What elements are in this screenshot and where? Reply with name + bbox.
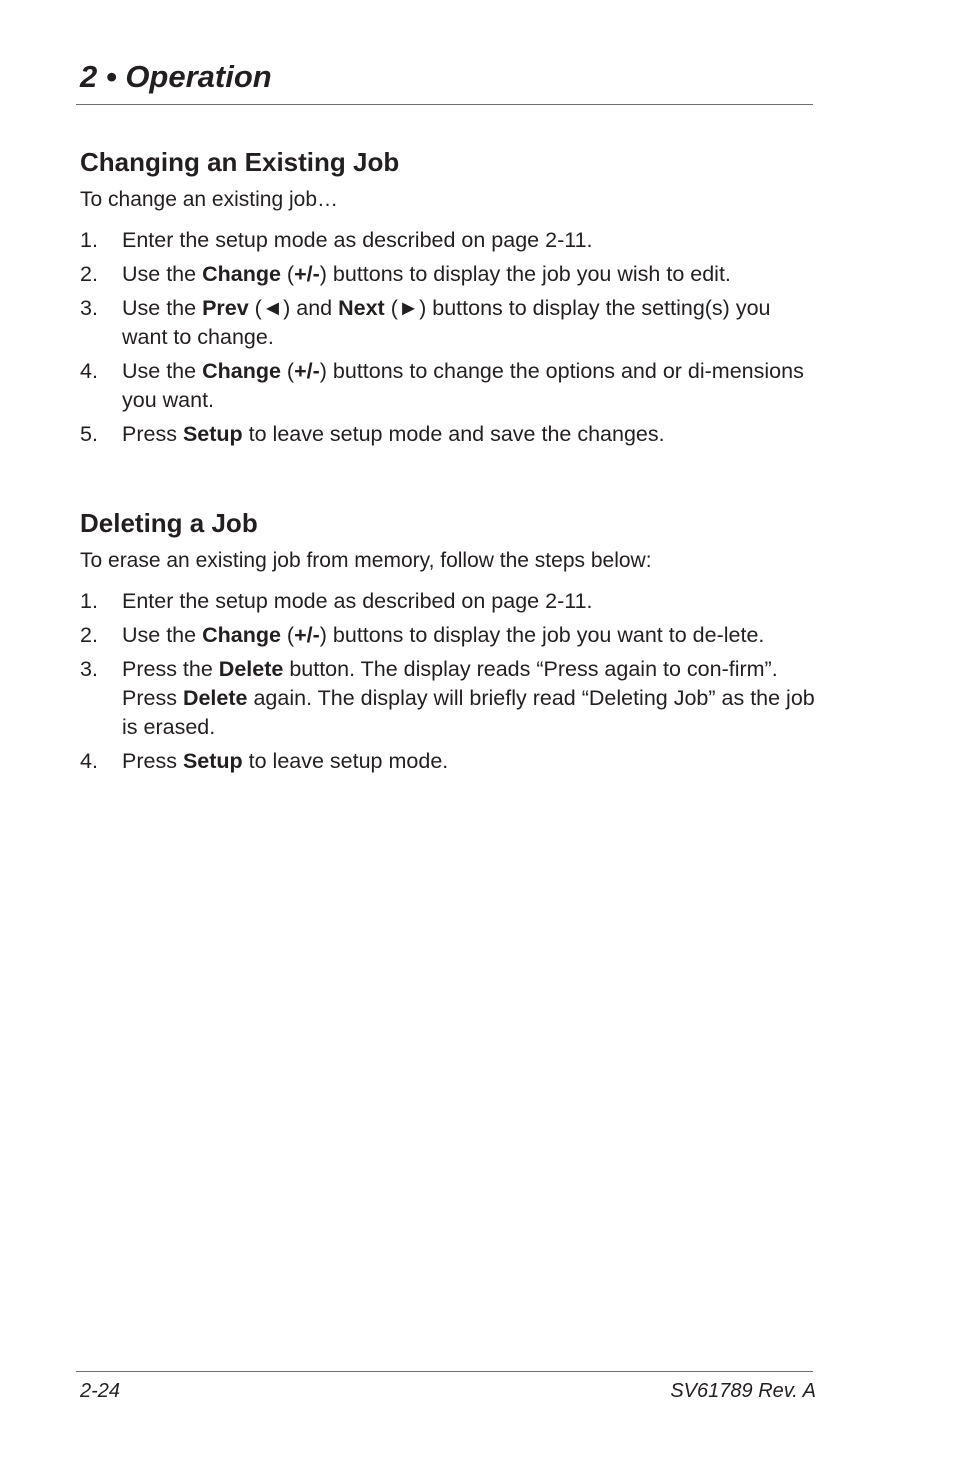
step-text-run: Use the <box>122 262 203 286</box>
step-number: 4. <box>80 749 98 773</box>
step-text-run: Use the <box>122 623 203 647</box>
step-text <box>122 226 815 255</box>
step-keyword: Next <box>338 296 385 320</box>
step-keyword: Prev <box>202 296 249 320</box>
step-number: 5. <box>80 422 98 446</box>
steps-list <box>80 587 815 776</box>
step-text-run: ) buttons to display the job you want to de-lete. <box>319 623 765 647</box>
step-item <box>80 655 815 742</box>
step-text-run: Enter the setup mode as described on page 2-11. <box>122 589 593 613</box>
step-text-run: Press the <box>122 657 219 681</box>
step-text-run: ( <box>280 359 295 383</box>
step-item <box>80 357 815 415</box>
step-text <box>122 587 815 616</box>
step-keyword: Setup <box>182 422 243 446</box>
step-keyword: Delete <box>182 686 248 710</box>
step-number: 3. <box>80 296 98 320</box>
step-keyword: Delete <box>218 657 284 681</box>
step-text-run: button. The display reads “Press again to con-firm”. Press <box>122 657 778 710</box>
step-number: 2. <box>80 262 98 286</box>
step-keyword: Change <box>202 359 281 383</box>
step-text-run: Use the <box>122 296 203 320</box>
header-rule <box>76 104 813 105</box>
step-number: 1. <box>80 589 98 613</box>
step-text <box>122 621 815 650</box>
step-keyword: Setup <box>182 749 243 773</box>
step-text <box>122 747 815 776</box>
chapter-title: 2 • Operation <box>80 59 272 94</box>
step-item <box>80 420 815 449</box>
step-text <box>122 655 815 742</box>
document-id: SV61789 Rev. A <box>670 1380 816 1402</box>
step-number: 3. <box>80 657 98 681</box>
step-keyword: Change <box>202 623 281 647</box>
step-text-run: Use the <box>122 359 203 383</box>
step-number: 4. <box>80 359 98 383</box>
step-item <box>80 621 815 650</box>
step-text-run: Press <box>122 422 183 446</box>
step-item <box>80 226 815 255</box>
step-text <box>122 260 815 289</box>
step-text-run: to leave setup mode. <box>242 749 449 773</box>
step-text-run: (►) buttons to display the setting(s) you want to change. <box>122 296 771 349</box>
step-text-run: to leave setup mode and save the changes. <box>242 422 665 446</box>
step-text-run: Press <box>122 749 183 773</box>
step-item <box>80 294 815 352</box>
page-number: 2-24 <box>80 1380 121 1402</box>
section-changing-job <box>80 145 815 454</box>
step-keyword: Change <box>202 262 281 286</box>
step-text-run: ) buttons to display the job you wish to edit. <box>319 262 731 286</box>
step-keyword: +/- <box>294 262 320 286</box>
step-number: 1. <box>80 228 98 252</box>
section-title: Deleting a Job <box>80 508 258 538</box>
step-text <box>122 357 815 415</box>
step-text <box>122 294 815 352</box>
step-number: 2. <box>80 623 98 647</box>
section-intro: To change an existing job… <box>80 188 338 211</box>
step-item <box>80 260 815 289</box>
section-title: Changing an Existing Job <box>80 147 400 177</box>
steps-list <box>80 226 815 449</box>
step-item <box>80 747 815 776</box>
step-text-run: ( <box>280 623 295 647</box>
step-keyword: +/- <box>294 359 320 383</box>
footer-rule <box>76 1371 813 1372</box>
step-text-run: (◄) and <box>248 296 339 320</box>
step-text-run: ( <box>280 262 295 286</box>
section-deleting-job <box>80 506 815 781</box>
step-item <box>80 587 815 616</box>
step-text-run: again. The display will briefly read “Deleting Job” as the job is erased. <box>122 686 815 739</box>
step-text-run: ) buttons to change the options and or di-mensions you want. <box>122 359 804 412</box>
step-text-run: Enter the setup mode as described on page 2-11. <box>122 228 593 252</box>
section-intro: To erase an existing job from memory, follow the steps below: <box>80 549 652 572</box>
step-text <box>122 420 815 449</box>
step-keyword: +/- <box>294 623 320 647</box>
